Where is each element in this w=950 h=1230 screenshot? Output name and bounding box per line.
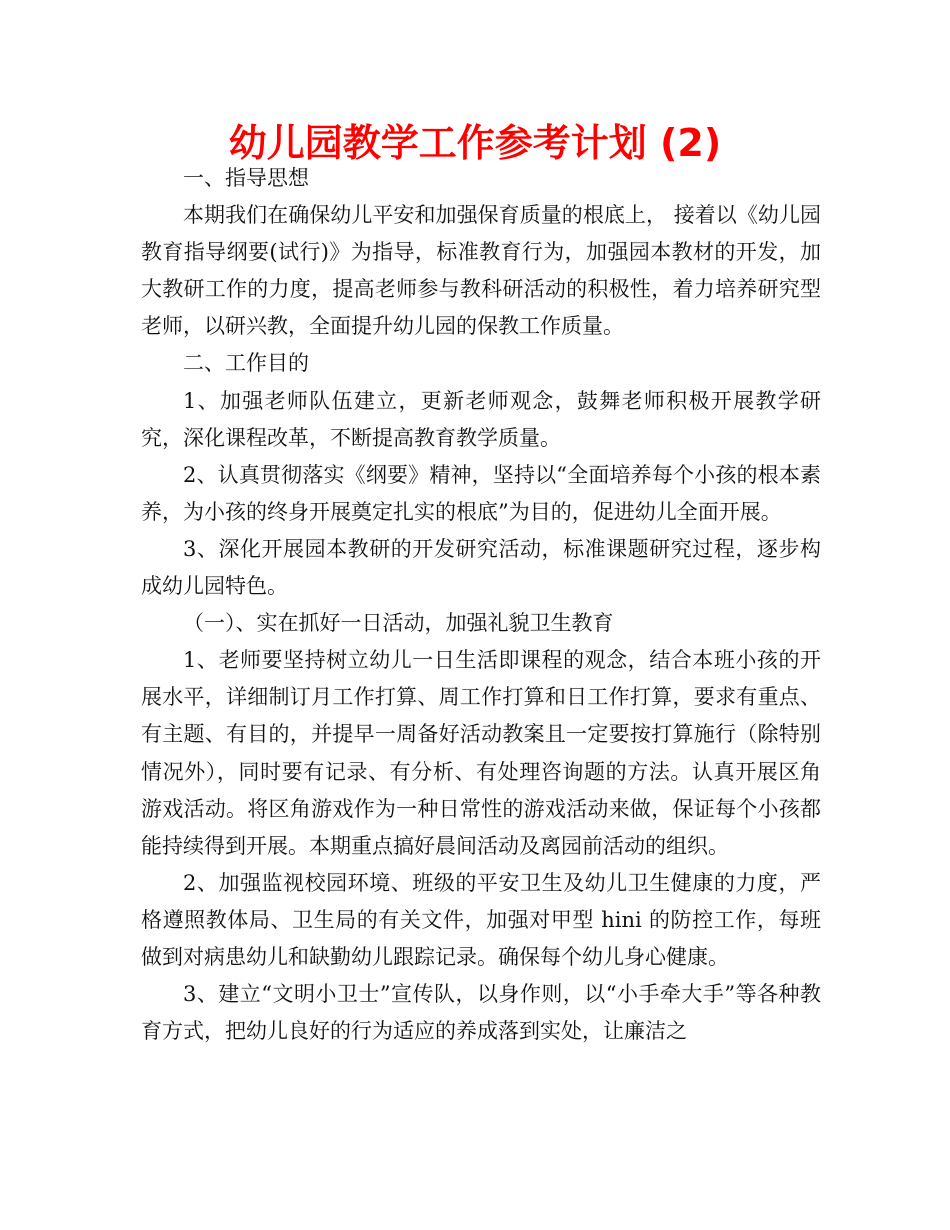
paragraph: 1、加强老师队伍建立，更新老师观念，鼓舞老师积极开展教学研究，深化课程改革，不断提高教育教学质量。 (141, 388, 821, 450)
section-heading-work-goals: 二、工作目的 (183, 351, 309, 376)
paragraph: 3、建立“文明小卫士”宣传队，以身作则，以“小手牵大手”等各种教育方式，把幼儿良好的行为适应的养成落到实处，让廉洁之 (141, 982, 821, 1044)
paragraph: 1、老师要坚持树立幼儿一日生活即课程的观念，结合本班小孩的开展水平，详细制订月工作打算、周工作打算和日工作打算，要求有重点、有主题、有目的，并提早一周备好活动教案且一定要按打算施行（除特别情况外），同时要有记录、有分析、有处理咨询题的方法。认真开展区角游戏活动。将区角游戏作为一种日常性的游戏活动来做，保证每个小孩都能持续得到开展。本期重点搞好晨间活动及离园前活动的组织。 (141, 648, 821, 858)
document-body (141, 160, 821, 1050)
section-heading-guiding-ideology: 一、指导思想 (183, 166, 309, 190)
subsection-heading: （一）、实在抓好一日活动，加强礼貌卫生教育 (183, 611, 614, 636)
document-title: 幼儿园教学工作参考计划 (2) (228, 121, 722, 165)
paragraph: 本期我们在确保幼儿平安和加强保育质量的根底上， 接着以《幼儿园教育指导纲要(试行)》为指导，标准教育行为，加强园本教材的开发，加大教研工作的力度，提高老师参与教科研活动的积极性，着力培养研究型老师，以研兴教，全面提升幼儿园的保教工作质量。 (141, 203, 821, 339)
paragraph: 2、认真贯彻落实《纲要》精神，坚持以“全面培养每个小孩的根本素养，为小孩的终身开展奠定扎实的根底”为目的，促进幼儿全面开展。 (141, 462, 821, 524)
paragraph: 3、深化开展园本教研的开发研究活动，标准课题研究过程，逐步构成幼儿园特色。 (141, 536, 821, 599)
paragraph: 2、加强监视校园环境、班级的平安卫生及幼儿卫生健康的力度，严格遵照教体局、卫生局的有关文件，加强对甲型 hini 的防控工作，每班做到对病患幼儿和缺勤幼儿跟踪记录。确保每个幼儿身心健康。 (141, 870, 821, 969)
